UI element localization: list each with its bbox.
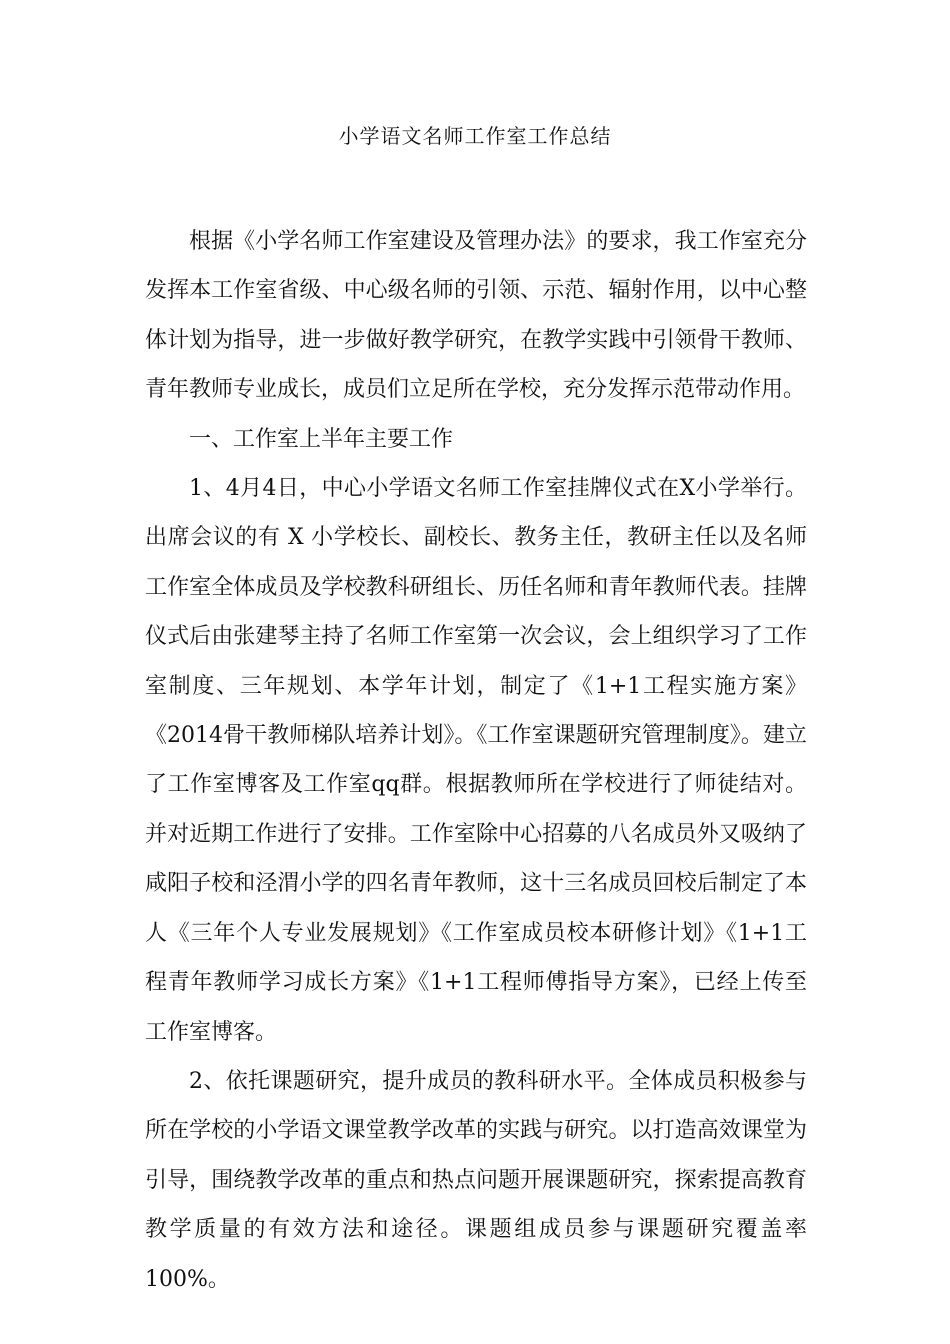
paragraph-item-1: 1、4月4日，中心小学语文名师工作室挂牌仪式在X小学举行。出席会议的有 X 小学校长、副校长、教务主任，教研主任以及名师工作室全体成员及学校教科研组长、历任名师和青年教师代表。挂牌仪式后由张建琴主持了名师工作室第一次会议，会上组织学习了工作室制度、三年规划、本学年计划，制定了《1+1工程实施方案》《2014骨干教师梯队培养计划》。《工作室课题研究管理制度》。建立了工作室博客及工作室qq群。根据教师所在学校进行了师徒结对。并对近期工作进行了安排。工作室除中心招募的八名成员外又吸纳了咸阳子校和泾渭小学的四名青年教师，这十三名成员回校后制定了本人《三年个人专业发展规划》《工作室成员校本研修计划》《1+1工程青年教师学习成长方案》《1+1工程师傅指导方案》，已经上传至工作室博客。: [145, 476, 807, 1045]
section-heading: 一、工作室上半年主要工作: [189, 426, 454, 452]
document-body: [145, 217, 807, 1304]
document-title: 小学语文名师工作室工作总结: [338, 124, 612, 148]
paragraph-item-2: 2、依托课题研究，提升成员的教科研水平。全体成员积极参与所在学校的小学语文课堂教学改革的实践与研究。以打造高效课堂为引导，围绕教学改革的重点和热点问题开展课题研究，探索提高教育教学质量的有效方法和途径。课题组成员参与课题研究覆盖率100%。: [145, 1068, 807, 1292]
paragraph-intro: 根据《小学名师工作室建设及管理办法》的要求，我工作室充分发挥本工作室省级、中心级名师的引领、示范、辐射作用，以中心整体计划为指导，进一步做好教学研究，在教学实践中引领骨干教师、青年教师专业成长，成员们立足所在学校，充分发挥示范带动作用。: [145, 229, 807, 403]
